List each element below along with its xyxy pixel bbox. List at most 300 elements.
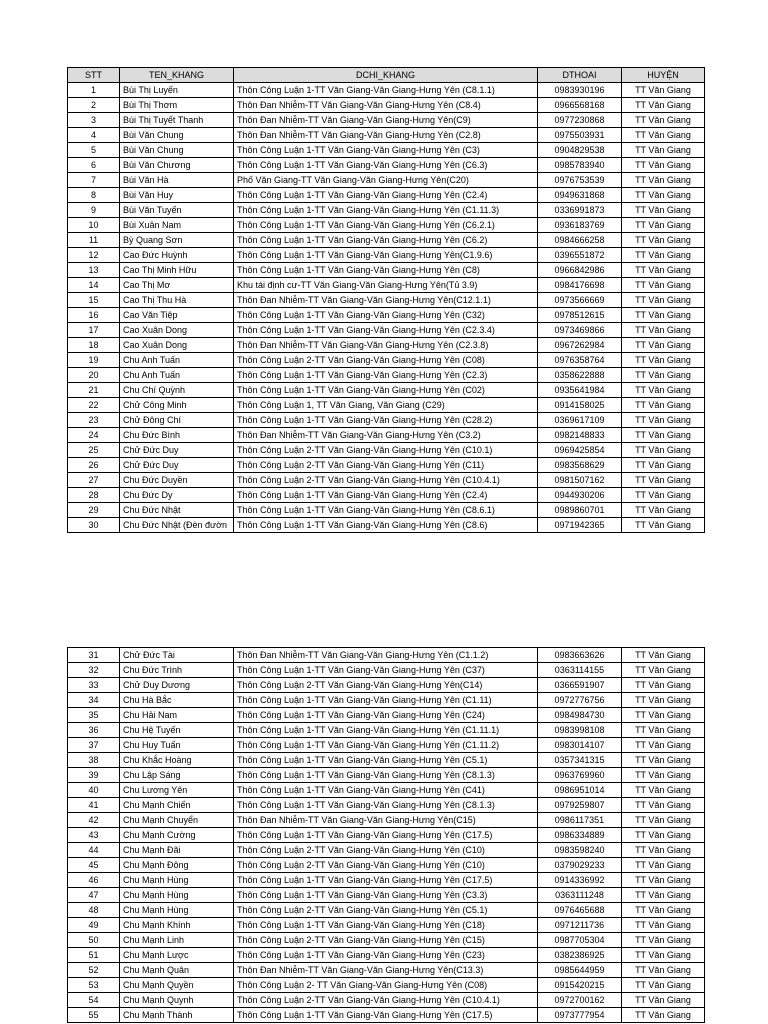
- cell-huyen: TT Văn Giang: [622, 948, 705, 963]
- cell-dchi-khang: Thôn Công Luận 1-TT Văn Giang-Văn Giang-Hưng Yên (C2.3): [234, 368, 538, 383]
- cell-huyen: TT Văn Giang: [622, 308, 705, 323]
- cell-ten-khang: Bùi Văn Chung: [120, 143, 234, 158]
- cell-dchi-khang: Thôn Công Luận 1-TT Văn Giang-Văn Giang-Hưng Yên (C8.1.3): [234, 768, 538, 783]
- cell-dthoai: 0963769960: [538, 768, 622, 783]
- cell-dchi-khang: Thôn Công Luận 2-TT Văn Giang-Văn Giang-Hưng Yên (C10.4.1): [234, 473, 538, 488]
- cell-huyen: TT Văn Giang: [622, 783, 705, 798]
- cell-dchi-khang: Thôn Đan Nhiễm-TT Văn Giang-Văn Giang-Hưng Yên(C12.1.1): [234, 293, 538, 308]
- cell-ten-khang: Bùi Xuân Nam: [120, 218, 234, 233]
- cell-dthoai: 0973469866: [538, 323, 622, 338]
- cell-dthoai: 0969425854: [538, 443, 622, 458]
- cell-stt: 39: [68, 768, 120, 783]
- cell-dchi-khang: Thôn Công Luận 1-TT Văn Giang-Văn Giang-Hưng Yên (C28.2): [234, 413, 538, 428]
- table-row: [68, 1008, 705, 1023]
- cell-dchi-khang: Thôn Công Luận 1-TT Văn Giang-Văn Giang-Hưng Yên (C2.4): [234, 488, 538, 503]
- table-header-row: [68, 68, 705, 83]
- cell-huyen: TT Văn Giang: [622, 113, 705, 128]
- table-row: [68, 503, 705, 518]
- cell-dchi-khang: Thôn Công Luận 1-TT Văn Giang-Văn Giang-Hưng Yên (C1.11.1): [234, 723, 538, 738]
- cell-ten-khang: Bùi Thị Luyến: [120, 83, 234, 98]
- cell-dchi-khang: Thôn Công Luận 2-TT Văn Giang-Văn Giang-Hưng Yên (C10): [234, 843, 538, 858]
- cell-ten-khang: Bùi Văn Tuyến: [120, 203, 234, 218]
- cell-stt: 31: [68, 648, 120, 663]
- cell-huyen: TT Văn Giang: [622, 663, 705, 678]
- cell-stt: 14: [68, 278, 120, 293]
- table-row: [68, 443, 705, 458]
- cell-huyen: TT Văn Giang: [622, 278, 705, 293]
- cell-stt: 43: [68, 828, 120, 843]
- cell-huyen: TT Văn Giang: [622, 503, 705, 518]
- cell-ten-khang: Chử Duy Dương: [120, 678, 234, 693]
- cell-huyen: TT Văn Giang: [622, 143, 705, 158]
- cell-stt: 20: [68, 368, 120, 383]
- cell-huyen: TT Văn Giang: [622, 368, 705, 383]
- cell-ten-khang: Chu Đức Nhật (Đèn đườn: [120, 518, 234, 533]
- cell-ten-khang: Cao Thị Mơ: [120, 278, 234, 293]
- table-row: [68, 828, 705, 843]
- cell-huyen: TT Văn Giang: [622, 918, 705, 933]
- table-row: [68, 353, 705, 368]
- cell-dthoai: 0971211736: [538, 918, 622, 933]
- cell-stt: 34: [68, 693, 120, 708]
- cell-dthoai: 0949631868: [538, 188, 622, 203]
- cell-huyen: TT Văn Giang: [622, 233, 705, 248]
- cell-dchi-khang: Thôn Công Luận 2-TT Văn Giang-Văn Giang-Hưng Yên (C08): [234, 353, 538, 368]
- cell-dthoai: 0366591907: [538, 678, 622, 693]
- cell-dchi-khang: Thôn Công Luận 1-TT Văn Giang-Văn Giang-Hưng Yên (C1.11.2): [234, 738, 538, 753]
- cell-huyen: TT Văn Giang: [622, 398, 705, 413]
- table-row: [68, 173, 705, 188]
- cell-dchi-khang: Thôn Công Luận 1-TT Văn Giang-Văn Giang-Hưng Yên (C37): [234, 663, 538, 678]
- cell-stt: 32: [68, 663, 120, 678]
- cell-dchi-khang: Thôn Công Luận 1-TT Văn Giang-Văn Giang-Hưng Yên (C24): [234, 708, 538, 723]
- table-row: [68, 308, 705, 323]
- table-row: [68, 368, 705, 383]
- cell-stt: 3: [68, 113, 120, 128]
- cell-dchi-khang: Thôn Đan Nhiễm-TT Văn Giang-Văn Giang-Hưng Yên(C15): [234, 813, 538, 828]
- table-body: [68, 648, 705, 1023]
- header-ten-khang: TEN_KHANG: [120, 68, 234, 83]
- cell-stt: 52: [68, 963, 120, 978]
- table-row: [68, 83, 705, 98]
- cell-huyen: TT Văn Giang: [622, 993, 705, 1008]
- cell-stt: 5: [68, 143, 120, 158]
- cell-huyen: TT Văn Giang: [622, 263, 705, 278]
- cell-dthoai: 0983663626: [538, 648, 622, 663]
- cell-ten-khang: Chu Anh Tuấn: [120, 353, 234, 368]
- cell-dchi-khang: Thôn Công Luận 1-TT Văn Giang-Văn Giang-Hưng Yên (C32): [234, 308, 538, 323]
- cell-dchi-khang: Thôn Đan Nhiễm-TT Văn Giang-Văn Giang-Hưng Yên(C13.3): [234, 963, 538, 978]
- table-row: [68, 783, 705, 798]
- cell-ten-khang: Cao Xuân Dong: [120, 323, 234, 338]
- table-row: [68, 963, 705, 978]
- cell-dthoai: 0979259807: [538, 798, 622, 813]
- cell-ten-khang: Chử Đức Duy: [120, 443, 234, 458]
- cell-dthoai: 0971942365: [538, 518, 622, 533]
- cell-ten-khang: Bùi Văn Chung: [120, 128, 234, 143]
- cell-stt: 16: [68, 308, 120, 323]
- cell-dchi-khang: Thôn Công Luận 1-TT Văn Giang-Văn Giang-Hưng Yên (C3): [234, 143, 538, 158]
- cell-huyen: TT Văn Giang: [622, 678, 705, 693]
- cell-huyen: TT Văn Giang: [622, 203, 705, 218]
- cell-ten-khang: Chu Hải Nam: [120, 708, 234, 723]
- cell-stt: 36: [68, 723, 120, 738]
- cell-dthoai: 0973566669: [538, 293, 622, 308]
- cell-ten-khang: Chu Đức Trình: [120, 663, 234, 678]
- table-row: [68, 413, 705, 428]
- table-row: [68, 473, 705, 488]
- cell-stt: 37: [68, 738, 120, 753]
- cell-dchi-khang: Thôn Công Luận 1-TT Văn Giang-Văn Giang-Hưng Yên (C8): [234, 263, 538, 278]
- cell-stt: 15: [68, 293, 120, 308]
- cell-ten-khang: Cao Thị Minh Hữu: [120, 263, 234, 278]
- cell-dthoai: 0972776756: [538, 693, 622, 708]
- cell-dthoai: 0984666258: [538, 233, 622, 248]
- cell-ten-khang: Cao Văn Tiệp: [120, 308, 234, 323]
- table-row: [68, 663, 705, 678]
- cell-dthoai: 0989860701: [538, 503, 622, 518]
- table-row: [68, 978, 705, 993]
- cell-dthoai: 0976358764: [538, 353, 622, 368]
- table-row: [68, 398, 705, 413]
- customer-table-page-2: [67, 647, 705, 1023]
- table-row: [68, 678, 705, 693]
- cell-stt: 9: [68, 203, 120, 218]
- cell-ten-khang: Bùi Thị Tuyết Thanh: [120, 113, 234, 128]
- cell-ten-khang: Chu Mạnh Hùng: [120, 873, 234, 888]
- cell-huyen: TT Văn Giang: [622, 293, 705, 308]
- cell-dchi-khang: Thôn Công Luận 2-TT Văn Giang-Văn Giang-Hưng Yên (C15): [234, 933, 538, 948]
- cell-huyen: TT Văn Giang: [622, 218, 705, 233]
- cell-ten-khang: Chu Khắc Hoàng: [120, 753, 234, 768]
- cell-dchi-khang: Khu tái định cư-TT Văn Giang-Văn Giang-Hưng Yên(Tủ 3.9): [234, 278, 538, 293]
- cell-ten-khang: Bùi Văn Hà: [120, 173, 234, 188]
- cell-stt: 53: [68, 978, 120, 993]
- cell-dthoai: 0972700162: [538, 993, 622, 1008]
- cell-huyen: TT Văn Giang: [622, 723, 705, 738]
- cell-ten-khang: Chử Công Minh: [120, 398, 234, 413]
- table-row: [68, 798, 705, 813]
- table-row: [68, 708, 705, 723]
- cell-ten-khang: Chu Mạnh Linh: [120, 933, 234, 948]
- header-stt: STT: [68, 68, 120, 83]
- cell-dthoai: 0983598240: [538, 843, 622, 858]
- cell-dthoai: 0396551872: [538, 248, 622, 263]
- table-row: [68, 233, 705, 248]
- cell-dchi-khang: Thôn Công Luận 1-TT Văn Giang-Văn Giang-Hưng Yên (C17.5): [234, 873, 538, 888]
- cell-huyen: TT Văn Giang: [622, 888, 705, 903]
- cell-dchi-khang: Thôn Công Luận 1-TT Văn Giang-Văn Giang-Hưng Yên (C8.6): [234, 518, 538, 533]
- cell-huyen: TT Văn Giang: [622, 693, 705, 708]
- header-dthoai: DTHOAI: [538, 68, 622, 83]
- cell-dchi-khang: Thôn Công Luận 2-TT Văn Giang-Văn Giang-Hưng Yên (C5.1): [234, 903, 538, 918]
- cell-ten-khang: Chu Mạnh Quyền: [120, 978, 234, 993]
- cell-dthoai: 0986951014: [538, 783, 622, 798]
- table-row: [68, 188, 705, 203]
- cell-dthoai: 0369617109: [538, 413, 622, 428]
- cell-dthoai: 0984984730: [538, 708, 622, 723]
- cell-stt: 2: [68, 98, 120, 113]
- cell-dthoai: 0966842986: [538, 263, 622, 278]
- table-row: [68, 428, 705, 443]
- cell-stt: 24: [68, 428, 120, 443]
- cell-dthoai: 0987705304: [538, 933, 622, 948]
- cell-dchi-khang: Thôn Công Luận 1-TT Văn Giang-Văn Giang-Hưng Yên (C1.11.3): [234, 203, 538, 218]
- cell-ten-khang: Chu Huy Tuấn: [120, 738, 234, 753]
- table-row: [68, 858, 705, 873]
- cell-dchi-khang: Thôn Công Luận 1-TT Văn Giang-Văn Giang-Hưng Yên (C6.2.1): [234, 218, 538, 233]
- cell-dthoai: 0944930206: [538, 488, 622, 503]
- cell-huyen: TT Văn Giang: [622, 738, 705, 753]
- cell-stt: 35: [68, 708, 120, 723]
- cell-dchi-khang: Thôn Công Luận 1-TT Văn Giang-Văn Giang-Hưng Yên (C17.5): [234, 1008, 538, 1023]
- cell-huyen: TT Văn Giang: [622, 173, 705, 188]
- table-row: [68, 293, 705, 308]
- cell-huyen: TT Văn Giang: [622, 753, 705, 768]
- cell-ten-khang: Chu Lương Yên: [120, 783, 234, 798]
- cell-dthoai: 0976465688: [538, 903, 622, 918]
- cell-dthoai: 0978512615: [538, 308, 622, 323]
- table-row: [68, 738, 705, 753]
- cell-ten-khang: Bùi Thị Thơm: [120, 98, 234, 113]
- cell-stt: 54: [68, 993, 120, 1008]
- cell-stt: 6: [68, 158, 120, 173]
- cell-huyen: TT Văn Giang: [622, 708, 705, 723]
- cell-huyen: TT Văn Giang: [622, 858, 705, 873]
- cell-dchi-khang: Thôn Đan Nhiễm-TT Văn Giang-Văn Giang-Hưng Yên (C2.3.8): [234, 338, 538, 353]
- cell-ten-khang: Chử Đức Duy: [120, 458, 234, 473]
- cell-stt: 1: [68, 83, 120, 98]
- table-row: [68, 488, 705, 503]
- cell-stt: 33: [68, 678, 120, 693]
- cell-stt: 50: [68, 933, 120, 948]
- cell-ten-khang: Chu Mạnh Quynh: [120, 993, 234, 1008]
- cell-stt: 7: [68, 173, 120, 188]
- cell-stt: 18: [68, 338, 120, 353]
- cell-dthoai: 0976753539: [538, 173, 622, 188]
- cell-dthoai: 0935641984: [538, 383, 622, 398]
- table-row: [68, 338, 705, 353]
- cell-dchi-khang: Thôn Công Luận 1-TT Văn Giang-Văn Giang-Hưng Yên (C2.3.4): [234, 323, 538, 338]
- cell-huyen: TT Văn Giang: [622, 828, 705, 843]
- cell-dchi-khang: Thôn Đan Nhiễm-TT Văn Giang-Văn Giang-Hưng Yên (C3.2): [234, 428, 538, 443]
- cell-dthoai: 0983998108: [538, 723, 622, 738]
- cell-ten-khang: Chử Đức Tài: [120, 648, 234, 663]
- cell-dchi-khang: Thôn Công Luận 2-TT Văn Giang-Văn Giang-Hưng Yên (C10.4.1): [234, 993, 538, 1008]
- cell-huyen: TT Văn Giang: [622, 1008, 705, 1023]
- cell-ten-khang: Chu Mạnh Lược: [120, 948, 234, 963]
- cell-dthoai: 0983014107: [538, 738, 622, 753]
- cell-stt: 48: [68, 903, 120, 918]
- cell-huyen: TT Văn Giang: [622, 933, 705, 948]
- cell-ten-khang: Cao Đức Huỳnh: [120, 248, 234, 263]
- cell-stt: 42: [68, 813, 120, 828]
- cell-huyen: TT Văn Giang: [622, 323, 705, 338]
- cell-ten-khang: Bùi Văn Chương: [120, 158, 234, 173]
- cell-dchi-khang: Thôn Công Luận 1-TT Văn Giang-Văn Giang-Hưng Yên (C1.11): [234, 693, 538, 708]
- cell-dthoai: 0975503931: [538, 128, 622, 143]
- cell-dchi-khang: Thôn Công Luận 1-TT Văn Giang-Văn Giang-Hưng Yên (C41): [234, 783, 538, 798]
- header-dchi-khang: DCHI_KHANG: [234, 68, 538, 83]
- cell-ten-khang: Chu Anh Tuấn: [120, 368, 234, 383]
- table-row: [68, 888, 705, 903]
- cell-dchi-khang: Thôn Công Luận 2-TT Văn Giang-Văn Giang-Hưng Yên (C11): [234, 458, 538, 473]
- cell-dthoai: 0985644959: [538, 963, 622, 978]
- table-row: [68, 518, 705, 533]
- header-huyen: HUYỆN: [622, 68, 705, 83]
- cell-dthoai: 0363114155: [538, 663, 622, 678]
- table-row: [68, 843, 705, 858]
- cell-stt: 21: [68, 383, 120, 398]
- cell-huyen: TT Văn Giang: [622, 158, 705, 173]
- customer-table-page-1: [67, 67, 705, 533]
- cell-ten-khang: Chu Mạnh Đông: [120, 858, 234, 873]
- cell-huyen: TT Văn Giang: [622, 903, 705, 918]
- table-row: [68, 218, 705, 233]
- cell-huyen: TT Văn Giang: [622, 963, 705, 978]
- cell-dchi-khang: Thôn Công Luận 2-TT Văn Giang-Văn Giang-Hưng Yên(C14): [234, 678, 538, 693]
- cell-dchi-khang: Thôn Công Luận 2-TT Văn Giang-Văn Giang-Hưng Yên (C10): [234, 858, 538, 873]
- cell-ten-khang: Chu Mạnh Cường: [120, 828, 234, 843]
- table-row: [68, 203, 705, 218]
- table-row: [68, 278, 705, 293]
- table-row: [68, 113, 705, 128]
- table-row: [68, 323, 705, 338]
- cell-stt: 10: [68, 218, 120, 233]
- cell-dthoai: 0984176698: [538, 278, 622, 293]
- cell-dthoai: 0967262984: [538, 338, 622, 353]
- cell-ten-khang: Chu Đức Nhật: [120, 503, 234, 518]
- cell-stt: 55: [68, 1008, 120, 1023]
- cell-ten-khang: Chu Mạnh Chuyển: [120, 813, 234, 828]
- table-row: [68, 903, 705, 918]
- cell-dthoai: 0914336992: [538, 873, 622, 888]
- cell-huyen: TT Văn Giang: [622, 248, 705, 263]
- table-row: [68, 813, 705, 828]
- cell-dthoai: 0382386925: [538, 948, 622, 963]
- cell-dthoai: 0357341315: [538, 753, 622, 768]
- cell-stt: 40: [68, 783, 120, 798]
- cell-dthoai: 0977230868: [538, 113, 622, 128]
- cell-huyen: TT Văn Giang: [622, 413, 705, 428]
- table-body: [68, 83, 705, 533]
- cell-dchi-khang: Thôn Công Luận 1-TT Văn Giang-Văn Giang-Hưng Yên(C1.9.6): [234, 248, 538, 263]
- cell-stt: 30: [68, 518, 120, 533]
- cell-huyen: TT Văn Giang: [622, 813, 705, 828]
- cell-dthoai: 0915420215: [538, 978, 622, 993]
- cell-stt: 38: [68, 753, 120, 768]
- table-row: [68, 753, 705, 768]
- cell-stt: 22: [68, 398, 120, 413]
- cell-dthoai: 0982148833: [538, 428, 622, 443]
- cell-dthoai: 0914158025: [538, 398, 622, 413]
- cell-stt: 4: [68, 128, 120, 143]
- cell-huyen: TT Văn Giang: [622, 443, 705, 458]
- cell-dchi-khang: Thôn Công Luận 1-TT Văn Giang-Văn Giang-Hưng Yên (C8.6.1): [234, 503, 538, 518]
- cell-dchi-khang: Thôn Công Luận 1, TT Văn Giang, Văn Giang (C29): [234, 398, 538, 413]
- cell-dchi-khang: Thôn Công Luận 1-TT Văn Giang-Văn Giang-Hưng Yên (C23): [234, 948, 538, 963]
- cell-huyen: TT Văn Giang: [622, 353, 705, 368]
- cell-huyen: TT Văn Giang: [622, 768, 705, 783]
- cell-dthoai: 0986334889: [538, 828, 622, 843]
- cell-dchi-khang: Thôn Công Luận 2- TT Văn Giang-Văn Giang-Hưng Yên (C08): [234, 978, 538, 993]
- cell-huyen: TT Văn Giang: [622, 128, 705, 143]
- table-row: [68, 383, 705, 398]
- cell-huyen: TT Văn Giang: [622, 518, 705, 533]
- cell-stt: 26: [68, 458, 120, 473]
- cell-ten-khang: Chu Mạnh Đãi: [120, 843, 234, 858]
- cell-dthoai: 0966568168: [538, 98, 622, 113]
- cell-huyen: TT Văn Giang: [622, 83, 705, 98]
- cell-huyen: TT Văn Giang: [622, 648, 705, 663]
- table-row: [68, 933, 705, 948]
- cell-ten-khang: Chu Mạnh Khính: [120, 918, 234, 933]
- cell-ten-khang: Cao Thị Thu Hà: [120, 293, 234, 308]
- cell-dthoai: 0985783940: [538, 158, 622, 173]
- table-row: [68, 918, 705, 933]
- cell-ten-khang: Chu Lập Sáng: [120, 768, 234, 783]
- cell-dchi-khang: Thôn Công Luận 1-TT Văn Giang-Văn Giang-Hưng Yên (C2.4): [234, 188, 538, 203]
- cell-ten-khang: Chu Đức Bình: [120, 428, 234, 443]
- cell-ten-khang: Chu Mạnh Quân: [120, 963, 234, 978]
- cell-stt: 49: [68, 918, 120, 933]
- cell-dthoai: 0379029233: [538, 858, 622, 873]
- cell-huyen: TT Văn Giang: [622, 873, 705, 888]
- cell-dchi-khang: Thôn Công Luận 1-TT Văn Giang-Văn Giang-Hưng Yên (C02): [234, 383, 538, 398]
- cell-huyen: TT Văn Giang: [622, 188, 705, 203]
- cell-ten-khang: Chu Hệ Tuyến: [120, 723, 234, 738]
- cell-dthoai: 0986117351: [538, 813, 622, 828]
- cell-dchi-khang: Thôn Công Luận 1-TT Văn Giang-Văn Giang-Hưng Yên (C17.5): [234, 828, 538, 843]
- cell-dchi-khang: Thôn Công Luận 1-TT Văn Giang-Văn Giang-Hưng Yên (C3.3): [234, 888, 538, 903]
- cell-stt: 13: [68, 263, 120, 278]
- cell-dthoai: 0336991873: [538, 203, 622, 218]
- cell-stt: 45: [68, 858, 120, 873]
- cell-dchi-khang: Thôn Đan Nhiễm-TT Văn Giang-Văn Giang-Hưng Yên(C9): [234, 113, 538, 128]
- cell-dthoai: 0981507162: [538, 473, 622, 488]
- cell-ten-khang: Chu Mạnh Hùng: [120, 903, 234, 918]
- cell-huyen: TT Văn Giang: [622, 458, 705, 473]
- cell-huyen: TT Văn Giang: [622, 473, 705, 488]
- cell-stt: 28: [68, 488, 120, 503]
- table-row: [68, 648, 705, 663]
- cell-dthoai: 0904829538: [538, 143, 622, 158]
- table-row: [68, 723, 705, 738]
- cell-ten-khang: Bùi Văn Huy: [120, 188, 234, 203]
- table-row: [68, 458, 705, 473]
- cell-stt: 8: [68, 188, 120, 203]
- table-row: [68, 248, 705, 263]
- cell-dthoai: 0363111248: [538, 888, 622, 903]
- cell-dchi-khang: Thôn Đan Nhiễm-TT Văn Giang-Văn Giang-Hưng Yên (C8.4): [234, 98, 538, 113]
- cell-dthoai: 0973777954: [538, 1008, 622, 1023]
- cell-stt: 12: [68, 248, 120, 263]
- cell-stt: 51: [68, 948, 120, 963]
- table-row: [68, 158, 705, 173]
- cell-dchi-khang: Thôn Công Luận 2-TT Văn Giang-Văn Giang-Hưng Yên (C10.1): [234, 443, 538, 458]
- cell-dchi-khang: Thôn Công Luận 1-TT Văn Giang-Văn Giang-Hưng Yên (C6.3): [234, 158, 538, 173]
- cell-stt: 17: [68, 323, 120, 338]
- cell-dchi-khang: Thôn Công Luận 1-TT Văn Giang-Văn Giang-Hưng Yên (C5.1): [234, 753, 538, 768]
- table-row: [68, 693, 705, 708]
- cell-dthoai: 0936183769: [538, 218, 622, 233]
- cell-stt: 23: [68, 413, 120, 428]
- cell-stt: 46: [68, 873, 120, 888]
- cell-ten-khang: Chử Đông Chí: [120, 413, 234, 428]
- cell-dchi-khang: Thôn Đan Nhiễm-TT Văn Giang-Văn Giang-Hưng Yên (C2.8): [234, 128, 538, 143]
- cell-ten-khang: Chu Đức Duyền: [120, 473, 234, 488]
- table-row: [68, 993, 705, 1008]
